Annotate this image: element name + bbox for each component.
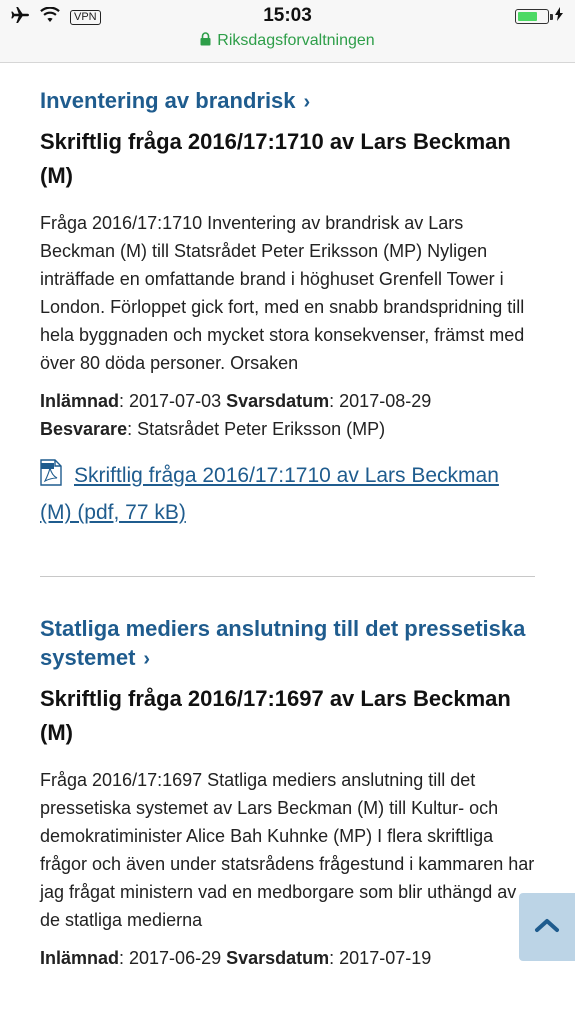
result-title-link[interactable] [40,614,535,674]
status-right-icons [515,7,563,26]
result-description: Fråga 2016/17:1710 Inventering av brandrisk av Lars Beckman (M) till Statsrådet Peter Eriksson (MP) Nyligen inträffade en omfattande brand i höghuset Grenfell Tower i London. Förloppet gick fort, med en snabb brandspridning till hela byggnaden och mycket stora konsekvenser, främst med över 80 döda personer. Orsaken [40,213,525,373]
chevron-right-icon: › [143,648,151,670]
responder-value: : Statsrådet Peter Eriksson (MP) [127,419,386,439]
submitted-value: : 2017-07-03 [119,391,222,411]
result-meta-dates [40,387,535,415]
status-time: 15:03 [263,5,312,26]
answer-date-value: : 2017-08-29 [329,391,432,411]
pdf-download-link[interactable] [40,457,535,531]
address-bar[interactable] [0,32,575,51]
result-meta-responder [40,415,535,443]
result-subtitle: Skriftlig fråga 2016/17:1710 av Lars Beckman (M) [40,129,511,188]
result-meta-dates [40,944,535,972]
result-item [40,86,535,531]
submitted-label: Inlämnad [40,948,120,968]
vpn-badge: VPN [70,10,101,25]
url-text: Riksdagsforvaltningen [217,32,375,49]
search-results [40,86,535,972]
result-title: Statliga mediers anslutning till det pressetiska systemet [40,616,526,670]
submitted-value: : 2017-06-29 [119,948,222,968]
result-title-link[interactable] [40,86,535,117]
chevron-up-icon [534,917,560,938]
pdf-link-text: Skriftlig fråga 2016/17:1710 av Lars Beckman (M) (pdf, 77 kB) [40,464,499,524]
result-item [40,614,535,972]
status-bar [0,0,575,63]
scroll-to-top-button[interactable] [519,893,575,961]
answer-date-value: : 2017-07-19 [329,948,432,968]
result-subtitle: Skriftlig fråga 2016/17:1697 av Lars Beckman (M) [40,686,511,745]
pdf-file-icon [40,459,62,486]
result-divider [40,576,535,577]
lock-icon [200,32,211,51]
responder-label: Besvarare [40,419,128,439]
submitted-label: Inlämnad [40,391,120,411]
chevron-right-icon: › [303,91,311,113]
answer-date-label: Svarsdatum [226,948,330,968]
answer-date-label: Svarsdatum [226,391,330,411]
result-description: Fråga 2016/17:1697 Statliga mediers anslutning till det pressetiska systemet av Lars Beckman (M) till Kultur- och demokratiminister Alice Bah Kuhnke (MP) I flera skriftliga frågor och även under statsrådens frågestund i kammaren har jag frågat ministern vad en medborgare som blir uthängd av de statliga medierna [40,770,535,930]
charging-bolt-icon [555,7,563,26]
battery-icon [515,9,549,24]
result-title: Inventering av brandrisk [40,88,296,113]
